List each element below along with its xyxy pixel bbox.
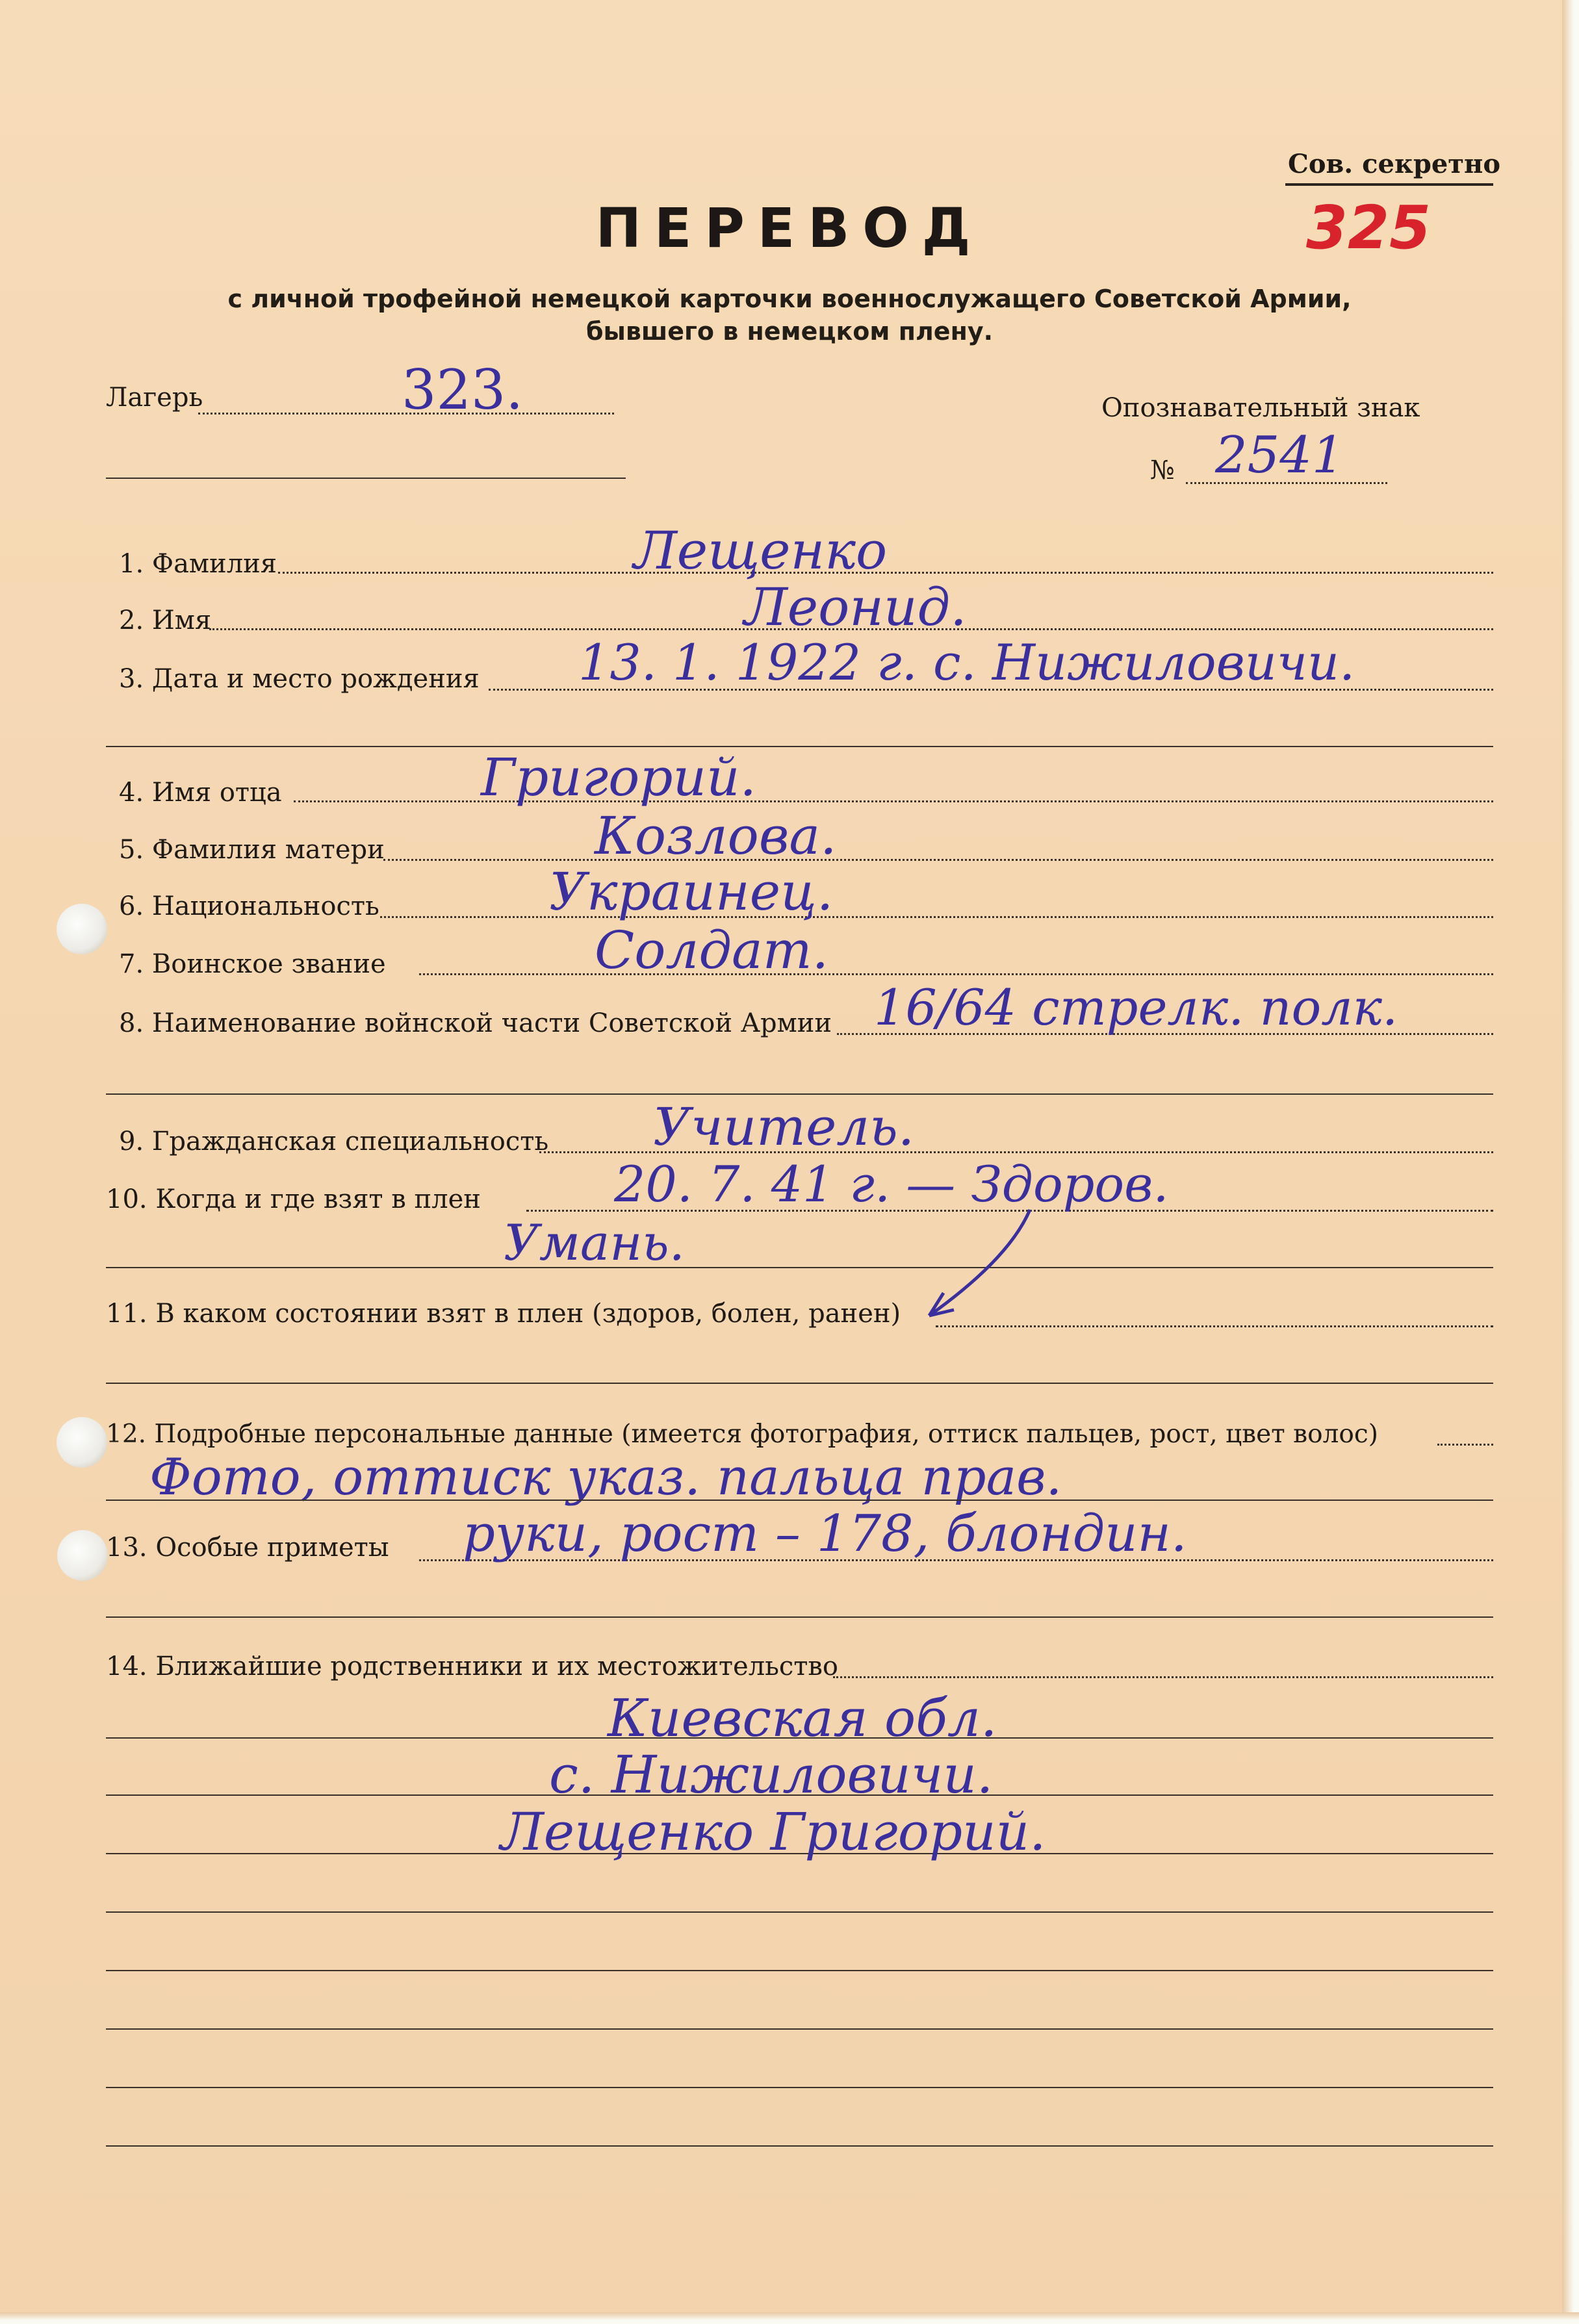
- relatives-line: [106, 2087, 1493, 2088]
- field-label-nationality: 6. Национальность: [119, 891, 379, 921]
- field-label-mother: 5. Фамилия матери: [119, 835, 385, 865]
- relatives-value-line-2: с. Нижиловичи.: [549, 1744, 994, 1805]
- classification-mark: Сов. секретно: [1288, 149, 1501, 179]
- field-value-rank: Солдат.: [595, 920, 828, 980]
- field-label-rank: 7. Воинское звание: [119, 949, 386, 979]
- field-label-captured: 10. Когда и где взят в плен: [106, 1184, 481, 1214]
- field-label-profession: 9. Гражданская специальность: [119, 1127, 549, 1156]
- page-title: ПЕРЕВОД: [595, 196, 984, 260]
- id-tag-label: Опознавательный знак: [1101, 393, 1420, 423]
- field-value-nationality: Украинец.: [549, 862, 834, 922]
- relatives-line: [106, 1970, 1493, 1971]
- field-value-personal: Фото, оттиск указ. пальца прав.: [149, 1448, 1062, 1507]
- field-value-captured-line-2: Умань.: [504, 1214, 685, 1271]
- field-label-name: 2. Имя: [119, 606, 212, 635]
- field-label-surname: 1. Фамилия: [119, 549, 277, 579]
- camp-value: 323.: [402, 358, 524, 422]
- field-value-captured: 20. 7. 41 г. — Здоров.: [614, 1155, 1169, 1213]
- relatives-line: [106, 1911, 1493, 1913]
- camp-label: Лагерь: [106, 383, 203, 413]
- field-value-father: Григорий.: [481, 747, 756, 808]
- field-line-personal-2: [106, 1500, 1493, 1501]
- field-label-unit: 8. Наименование войнской части Советской Армии: [119, 1008, 832, 1038]
- field-line-personal: [1437, 1444, 1493, 1446]
- field-label-marks: 13. Особые приметы: [106, 1533, 389, 1563]
- field-value-profession: Учитель.: [653, 1097, 915, 1157]
- id-tag-value: 2541: [1215, 426, 1344, 485]
- id-tag-number-prefix: №: [1150, 455, 1175, 485]
- field-line-condition: [936, 1325, 1493, 1327]
- field-line-condition-2: [106, 1383, 1493, 1384]
- relatives-line: [106, 2028, 1493, 2030]
- field-value-surname: Лещенко: [634, 520, 888, 581]
- handwritten-number: 325: [1306, 193, 1431, 262]
- field-value-unit: 16/64 стрелк. полк.: [874, 978, 1398, 1036]
- field-value-name: Леонид.: [744, 577, 967, 637]
- field-label-birth: 3. Дата и место рождения: [119, 664, 480, 694]
- field-value-birth: 13. 1. 1922 г. с. Нижиловичи.: [578, 633, 1355, 691]
- field-value-mother: Козлова.: [595, 806, 837, 866]
- field-label-relatives: 14. Ближайшие родственники и их местожительство: [106, 1652, 839, 1681]
- field-label-father: 4. Имя отца: [119, 778, 282, 808]
- relatives-value-line-1: Киевская обл.: [608, 1688, 997, 1748]
- field-line-marks-2: [106, 1616, 1493, 1618]
- field-label-personal: 12. Подробные персональные данные (имеется фотография, оттиск пальцев, рост, цвет волос): [106, 1420, 1378, 1449]
- field-value-marks: руки, рост – 178, блондин.: [463, 1505, 1187, 1563]
- subtitle-line-2: бывшего в немецком плену.: [585, 317, 994, 346]
- field-label-condition: 11. В каком состоянии взят в плен (здоров, болен, ранен): [106, 1299, 901, 1329]
- relatives-value-line-3: Лещенко Григорий.: [500, 1802, 1046, 1862]
- relatives-line: [106, 2145, 1493, 2147]
- field-line-relatives: [833, 1676, 1493, 1678]
- subtitle-line-1: с личной трофейной немецкой карточки военнослужащего Советской Армии,: [227, 285, 1352, 313]
